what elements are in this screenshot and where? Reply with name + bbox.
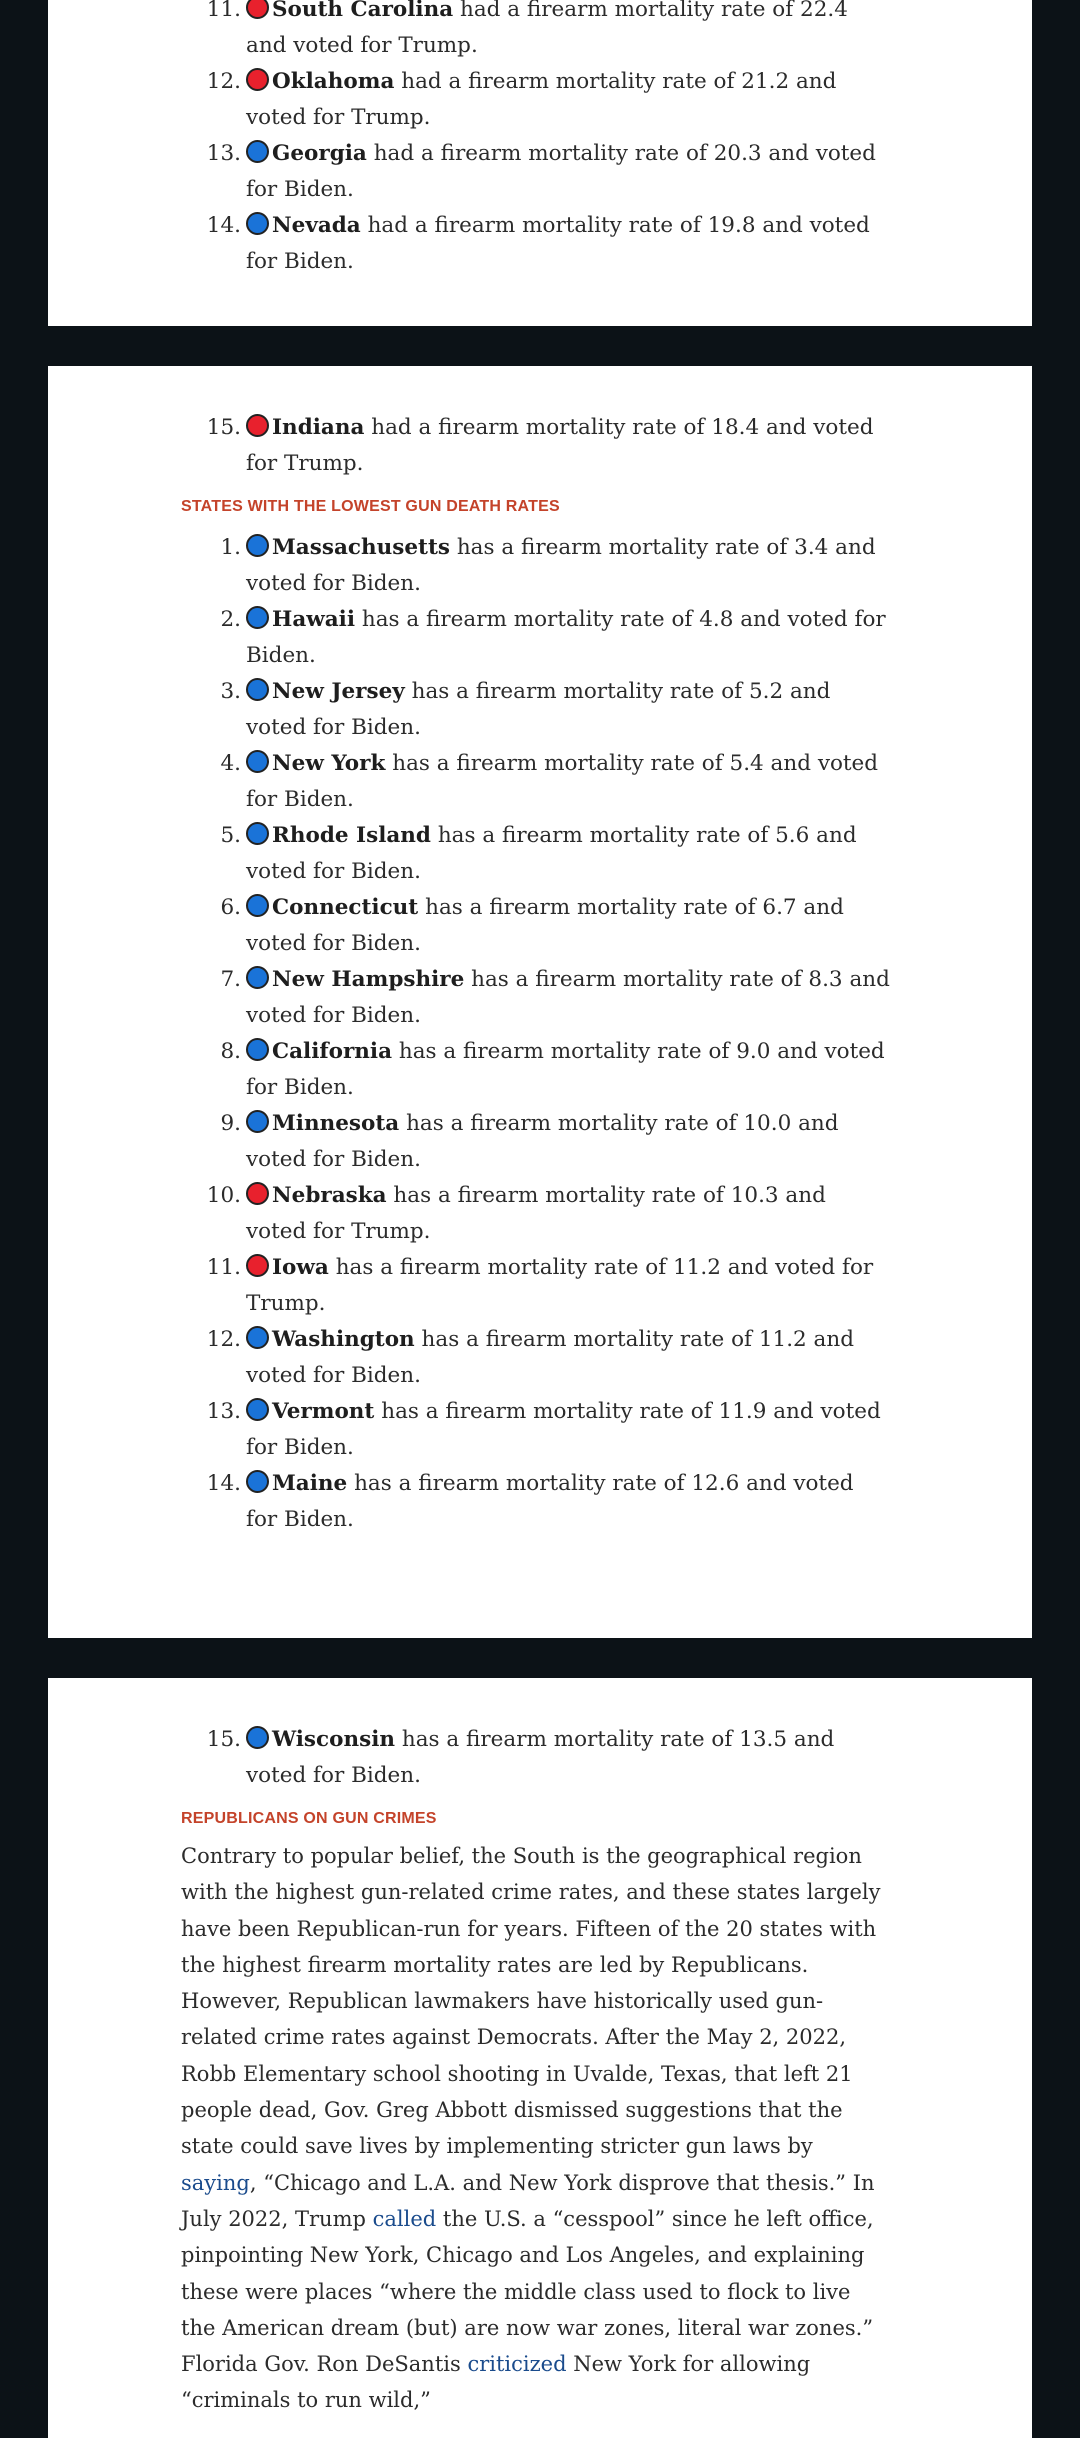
- red-circle-icon: [246, 1254, 269, 1277]
- article-card-2: [48, 366, 1032, 1638]
- list-item: [181, 0, 891, 64]
- state-description: has a firearm mortality rate of 11.2 and voted for Biden.: [246, 1327, 854, 1388]
- list-item: [181, 1394, 891, 1466]
- list-number: 13.: [206, 1399, 241, 1424]
- list-number: 15.: [206, 415, 241, 440]
- state-name: Iowa: [272, 1255, 329, 1280]
- state-name: Hawaii: [272, 607, 356, 632]
- list-item: [181, 1034, 891, 1106]
- list-number: 8.: [220, 1039, 241, 1064]
- list-item: [181, 818, 891, 890]
- body-paragraph: [181, 1838, 891, 2419]
- state-name: Wisconsin: [272, 1727, 396, 1752]
- criticized-link[interactable]: criticized: [467, 2352, 567, 2377]
- state-name: Minnesota: [272, 1111, 400, 1136]
- list-item: [181, 136, 891, 208]
- list-item: [181, 1322, 891, 1394]
- state-description: has a firearm mortality rate of 8.3 and voted for Biden.: [246, 967, 890, 1028]
- highest-rates-list-continued: [181, 410, 891, 482]
- blue-circle-icon: [246, 212, 269, 235]
- state-description: has a firearm mortality rate of 6.7 and voted for Biden.: [246, 895, 844, 956]
- blue-circle-icon: [246, 534, 269, 557]
- saying-link[interactable]: saying: [181, 2170, 250, 2195]
- list-item: [181, 208, 891, 280]
- list-item: [181, 1466, 891, 1538]
- state-name: Georgia: [272, 141, 367, 166]
- state-name: Nevada: [272, 213, 361, 238]
- blue-circle-icon: [246, 1110, 269, 1133]
- state-name: Connecticut: [272, 895, 419, 920]
- paragraph-text-2: , “Chicago and L.A. and New York disprove that thesis.” In July 2022, Trump: [181, 2170, 875, 2231]
- state-name: Maine: [272, 1471, 348, 1496]
- lowest-rates-list-continued: [181, 1722, 891, 1794]
- red-circle-icon: [246, 0, 269, 19]
- state-description: has a firearm mortality rate of 10.0 and voted for Biden.: [246, 1111, 839, 1172]
- list-number: 12.: [206, 1327, 241, 1352]
- state-description: has a firearm mortality rate of 11.2 and voted for Trump.: [246, 1255, 874, 1316]
- state-name: New Hampshire: [272, 967, 465, 992]
- article-card-3: [48, 1678, 1032, 2438]
- paragraph-text-1: Contrary to popular belief, the South is the geographical region with the highest gun-related crime rates, and these states largely have been Republican-run for years. Fifteen of the 20 states with the highest firearm mortality rates are led by Republicans. However, Republican lawmakers have historically used gun-related crime rates against Democrats. After the May 2, 2022, Robb Elementary school shooting in Uvalde, Texas, that left 21 people dead, Gov. Greg Abbott dismissed suggestions that the state could save lives by implementing stricter gun laws by: [181, 1844, 881, 2159]
- blue-circle-icon: [246, 894, 269, 917]
- state-name: New York: [272, 751, 386, 776]
- red-circle-icon: [246, 68, 269, 91]
- list-number: 14.: [206, 1471, 241, 1496]
- blue-circle-icon: [246, 140, 269, 163]
- blue-circle-icon: [246, 1038, 269, 1061]
- state-description: has a firearm mortality rate of 9.0 and voted for Biden.: [246, 1039, 885, 1100]
- list-item: [181, 64, 891, 136]
- state-name: Oklahoma: [272, 69, 395, 94]
- republicans-heading: REPUBLICANS ON GUN CRIMES: [181, 1810, 437, 1827]
- blue-circle-icon: [246, 966, 269, 989]
- paragraph-text-3: the U.S. a “cesspool” since he left office, pinpointing New York, Chicago and Los Angeles, and explaining these were places “where the middle class used to flock to live the American dream (but) are now war zones, literal war zones.” Florida Gov. Ron DeSantis: [181, 2206, 874, 2377]
- list-number: 1.: [220, 535, 241, 560]
- list-number: 11.: [206, 1255, 241, 1280]
- state-description: has a firearm mortality rate of 4.8 and voted for Biden.: [246, 607, 886, 668]
- blue-circle-icon: [246, 678, 269, 701]
- lowest-rates-heading: STATES WITH THE LOWEST GUN DEATH RATES: [181, 498, 560, 515]
- list-number: 4.: [220, 751, 241, 776]
- blue-circle-icon: [246, 1398, 269, 1421]
- list-number: 11.: [206, 0, 241, 22]
- blue-circle-icon: [246, 606, 269, 629]
- list-number: 2.: [220, 607, 241, 632]
- article-card-1: [48, 0, 1032, 326]
- list-number: 12.: [206, 69, 241, 94]
- list-number: 10.: [206, 1183, 241, 1208]
- state-name: Nebraska: [272, 1183, 387, 1208]
- list-item: [181, 410, 891, 482]
- state-name: Vermont: [272, 1399, 375, 1424]
- state-name: California: [272, 1039, 393, 1064]
- state-name: South Carolina: [272, 0, 454, 22]
- state-name: Massachusetts: [272, 535, 450, 560]
- list-number: 7.: [220, 967, 241, 992]
- state-description: has a firearm mortality rate of 5.2 and voted for Biden.: [246, 679, 831, 740]
- called-link[interactable]: called: [372, 2206, 437, 2231]
- state-description: has a firearm mortality rate of 13.5 and voted for Biden.: [246, 1727, 835, 1788]
- state-description: had a firearm mortality rate of 20.3 and voted for Biden.: [246, 141, 876, 202]
- blue-circle-icon: [246, 822, 269, 845]
- list-number: 5.: [220, 823, 241, 848]
- red-circle-icon: [246, 1182, 269, 1205]
- red-circle-icon: [246, 414, 269, 437]
- list-number: 14.: [206, 213, 241, 238]
- state-name: Rhode Island: [272, 823, 431, 848]
- state-description: had a firearm mortality rate of 21.2 and voted for Trump.: [246, 69, 837, 130]
- list-number: 6.: [220, 895, 241, 920]
- state-description: had a firearm mortality rate of 18.4 and voted for Trump.: [246, 415, 874, 476]
- state-description: has a firearm mortality rate of 10.3 and voted for Trump.: [246, 1183, 826, 1244]
- list-item: [181, 602, 891, 674]
- blue-circle-icon: [246, 1726, 269, 1749]
- state-description: has a firearm mortality rate of 12.6 and voted for Biden.: [246, 1471, 854, 1532]
- list-number: 13.: [206, 141, 241, 166]
- lowest-rates-list: [181, 530, 891, 1538]
- highest-rates-list: [181, 0, 891, 280]
- list-number: 9.: [220, 1111, 241, 1136]
- blue-circle-icon: [246, 1470, 269, 1493]
- state-description: has a firearm mortality rate of 5.6 and voted for Biden.: [246, 823, 857, 884]
- state-description: has a firearm mortality rate of 3.4 and voted for Biden.: [246, 535, 876, 596]
- state-name: Indiana: [272, 415, 365, 440]
- blue-circle-icon: [246, 1326, 269, 1349]
- list-item: [181, 530, 891, 602]
- list-item: [181, 962, 891, 1034]
- state-description: has a firearm mortality rate of 11.9 and voted for Biden.: [246, 1399, 881, 1460]
- list-number: 3.: [220, 679, 241, 704]
- list-item: [181, 674, 891, 746]
- list-item: [181, 890, 891, 962]
- state-description: has a firearm mortality rate of 5.4 and voted for Biden.: [246, 751, 879, 812]
- paragraph-text-4: New York for allowing “criminals to run wild,”: [181, 2352, 811, 2413]
- state-name: New Jersey: [272, 679, 405, 704]
- state-name: Washington: [272, 1327, 415, 1352]
- state-description: had a firearm mortality rate of 22.4 and voted for Trump.: [246, 0, 848, 58]
- list-number: 15.: [206, 1727, 241, 1752]
- list-item: [181, 1178, 891, 1250]
- state-description: had a firearm mortality rate of 19.8 and voted for Biden.: [246, 213, 870, 274]
- list-item: [181, 746, 891, 818]
- list-item: [181, 1250, 891, 1322]
- list-item: [181, 1106, 891, 1178]
- blue-circle-icon: [246, 750, 269, 773]
- list-item: [181, 1722, 891, 1794]
